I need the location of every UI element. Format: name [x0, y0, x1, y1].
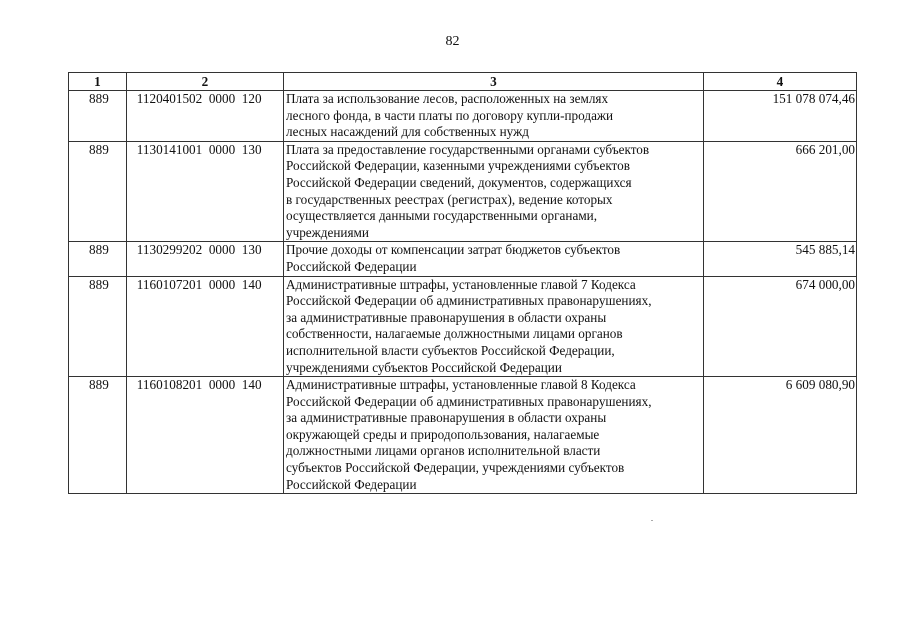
description-line: Российской Федерации об административных правонарушениях, [285, 393, 652, 409]
description-line: лесных насаждений для собственных нужд [285, 124, 529, 140]
description-line: за административные правонарушения в области охраны [285, 410, 607, 426]
description-line: Российской Федерации, казенными учреждениями субъектов [285, 158, 630, 174]
description-cell [283, 276, 703, 377]
description-line: учреждениями субъектов Российской Федерации [285, 359, 562, 375]
table-row [69, 276, 857, 377]
revenue-table [68, 72, 857, 494]
description-line: Российской Федерации сведений, документов, содержащихся [285, 174, 632, 190]
column-header-1: 1 [69, 73, 127, 91]
budget-code-cell: 1130299202 0000 130 [126, 242, 283, 276]
description-line: учреждениями [285, 224, 369, 240]
amount-cell: 666 201,00 [703, 141, 856, 242]
table-body [69, 91, 857, 494]
admin-code-cell: 889 [69, 276, 127, 377]
table-row [69, 377, 857, 494]
description-line: осуществляется данными государственными органами, [285, 208, 598, 224]
amount-cell: 151 078 074,46 [703, 91, 856, 142]
description-line: Российской Федерации об административных правонарушениях, [285, 293, 652, 309]
admin-code-cell: 889 [69, 91, 127, 142]
table-header-row [69, 73, 857, 91]
table-row [69, 242, 857, 276]
budget-code-cell: 1160107201 0000 140 [126, 276, 283, 377]
description-cell [283, 377, 703, 494]
description-line: Плата за предоставление государственными органами субъектов [285, 141, 650, 157]
scan-artifact [651, 520, 653, 521]
description-line: Прочие доходы от компенсации затрат бюджетов субъектов [285, 242, 621, 258]
table-row [69, 91, 857, 142]
description-line: исполнительной власти субъектов Российской Федерации, [285, 342, 615, 358]
description-line: за административные правонарушения в области охраны [285, 309, 607, 325]
amount-cell: 545 885,14 [703, 242, 856, 276]
column-header-2: 2 [126, 73, 283, 91]
budget-code-cell: 1130141001 0000 130 [126, 141, 283, 242]
description-line: Российской Федерации [285, 476, 417, 492]
description-line: окружающей среды и природопользования, налагаемые [285, 426, 600, 442]
description-line: Плата за использование лесов, расположенных на землях [285, 91, 609, 106]
description-line: должностными лицами органов исполнительной власти [285, 443, 601, 459]
description-line: Административные штрафы, установленные главой 8 Кодекса [285, 377, 636, 393]
description-cell [283, 141, 703, 242]
page-number: 82 [445, 34, 460, 49]
description-cell [283, 91, 703, 142]
admin-code-cell: 889 [69, 242, 127, 276]
table-row [69, 141, 857, 242]
amount-cell: 674 000,00 [703, 276, 856, 377]
admin-code-cell: 889 [69, 141, 127, 242]
budget-code-cell: 1120401502 0000 120 [126, 91, 283, 142]
budget-code-cell: 1160108201 0000 140 [126, 377, 283, 494]
description-line: Административные штрафы, установленные главой 7 Кодекса [285, 276, 636, 292]
admin-code-cell: 889 [69, 377, 127, 494]
amount-cell: 6 609 080,90 [703, 377, 856, 494]
column-header-3: 3 [283, 73, 703, 91]
description-line: лесного фонда, в части платы по договору купли-продажи [285, 107, 614, 123]
description-line: собственности, налагаемые должностными лицами органов [285, 326, 623, 342]
description-cell [283, 242, 703, 276]
description-line: субъектов Российской Федерации, учреждениями субъектов [285, 460, 625, 476]
column-header-4: 4 [703, 73, 856, 91]
description-line: Российской Федерации [285, 258, 417, 274]
description-line: в государственных реестрах (регистрах), ведение которых [285, 191, 613, 207]
